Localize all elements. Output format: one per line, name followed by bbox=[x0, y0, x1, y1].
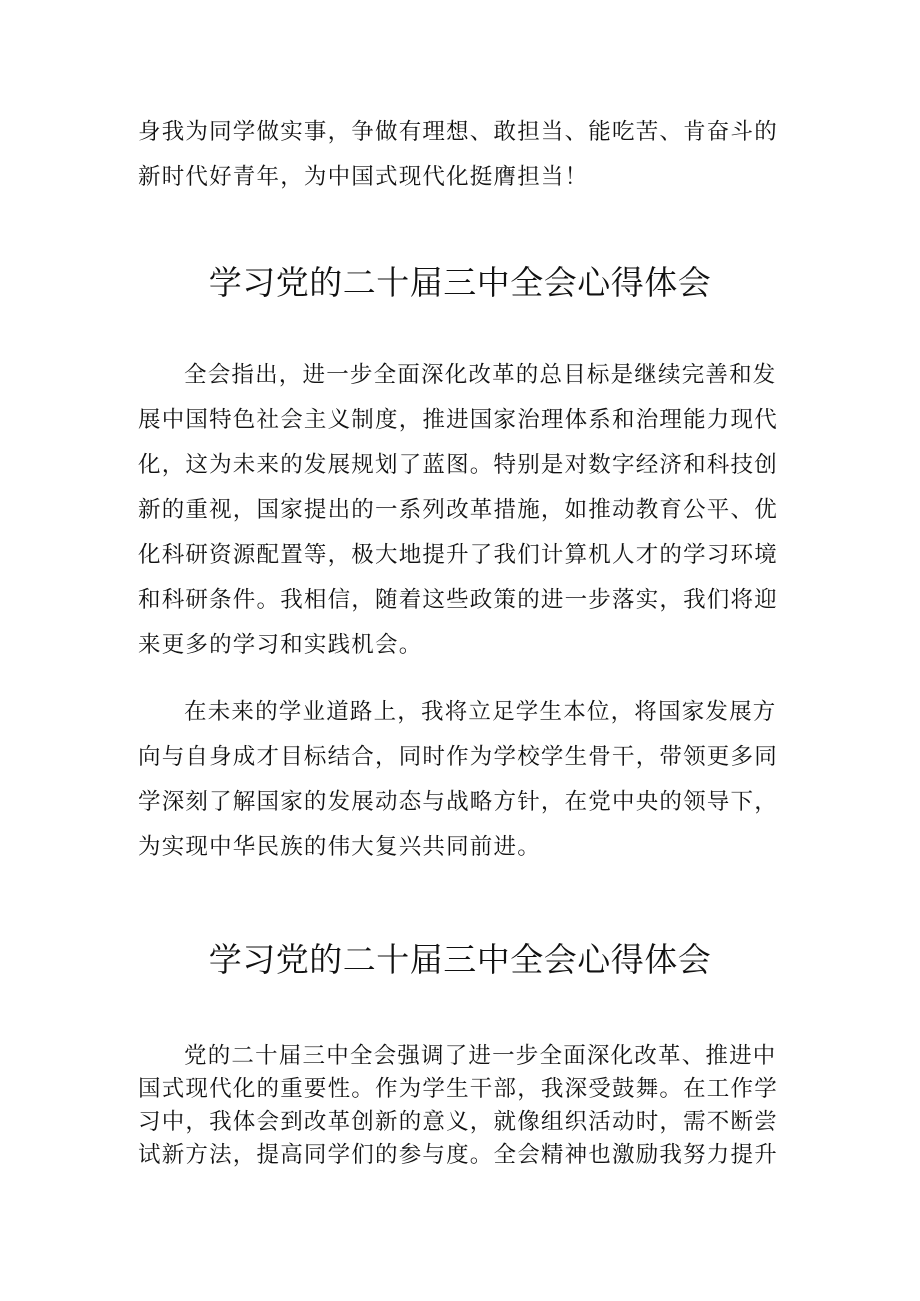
text-line: 为实现中华民族的伟大复兴共同前进。 bbox=[138, 834, 541, 860]
section1-paragraph-2 bbox=[138, 690, 798, 870]
text-line: 化科研资源配置等，极大地提升了我们计算机人才的学习环境 bbox=[138, 542, 778, 568]
text-line: 来更多的学习和实践机会。 bbox=[138, 632, 423, 658]
text-line: 试新方法，提高同学们的参与度。全会精神也激励我努力提升 bbox=[138, 1142, 778, 1168]
section2-paragraph-1 bbox=[138, 1040, 798, 1172]
text-line: 向与自身成才目标结合，同时作为学校学生骨干，带领更多同 bbox=[138, 744, 778, 770]
section-title: 学习党的二十届三中全会心得体会 bbox=[208, 263, 712, 302]
text-line: 展中国特色社会主义制度，推进国家治理体系和治理能力现代 bbox=[138, 407, 778, 433]
text-line: 学深刻了解国家的发展动态与战略方针，在党中央的领导下， bbox=[138, 789, 778, 815]
section1-paragraph-1 bbox=[138, 353, 798, 668]
text-line: 身我为同学做实事，争做有理想、敢担当、能吃苦、肯奋斗的 bbox=[138, 119, 778, 145]
section-title: 学习党的二十届三中全会心得体会 bbox=[208, 940, 712, 979]
text-line: 国式现代化的重要性。作为学生干部，我深受鼓舞。在工作学 bbox=[138, 1076, 778, 1102]
text-line: 党的二十届三中全会强调了进一步全面深化改革、推进中 bbox=[184, 1043, 777, 1069]
text-line: 新时代好青年，为中国式现代化挺膺担当！ bbox=[138, 164, 589, 190]
text-line: 新的重视，国家提出的一系列改革措施，如推动教育公平、优 bbox=[138, 497, 778, 523]
text-line: 在未来的学业道路上，我将立足学生本位，将国家发展方 bbox=[184, 699, 777, 725]
intro-paragraph bbox=[138, 110, 798, 200]
text-line: 化，这为未来的发展规划了蓝图。特别是对数字经济和科技创 bbox=[138, 452, 778, 478]
text-line: 和科研条件。我相信，随着这些政策的进一步落实，我们将迎 bbox=[138, 587, 778, 613]
text-line: 习中，我体会到改革创新的意义，就像组织活动时，需不断尝 bbox=[138, 1109, 778, 1135]
text-line: 全会指出，进一步全面深化改革的总目标是继续完善和发 bbox=[184, 362, 777, 388]
